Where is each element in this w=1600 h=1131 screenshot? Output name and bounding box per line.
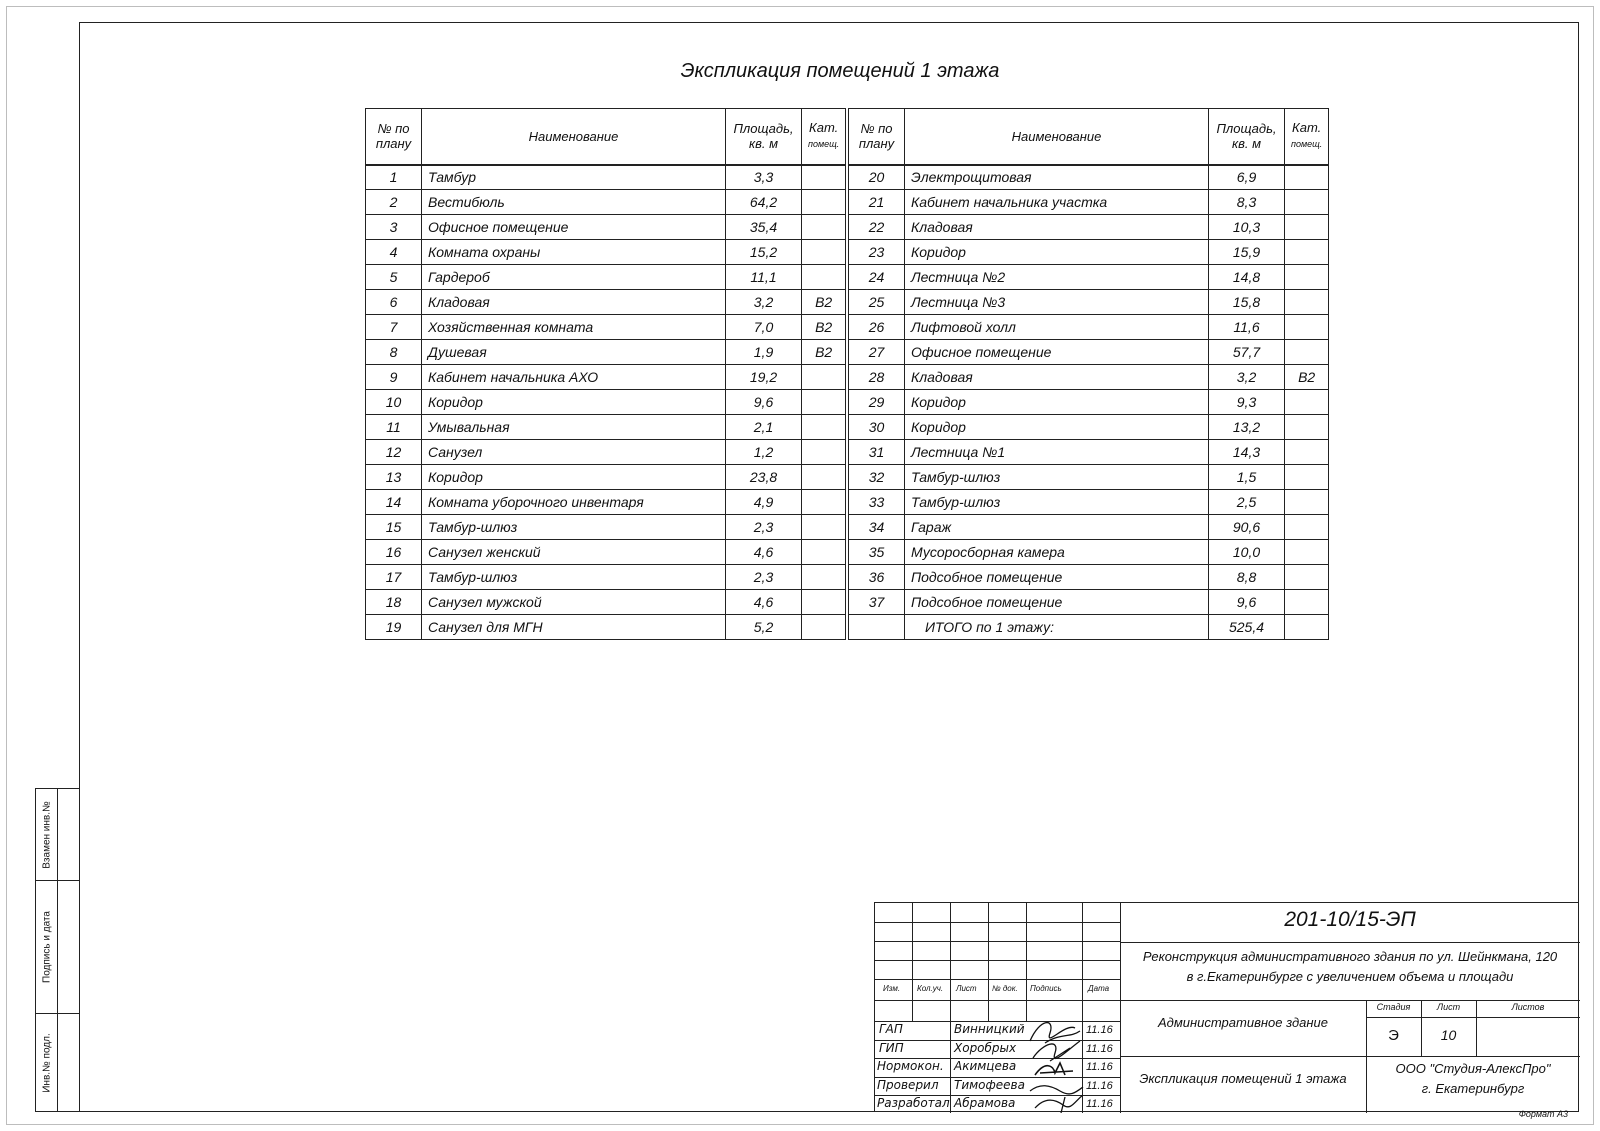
room-number: 1: [366, 165, 422, 190]
room-category: [802, 365, 846, 390]
room-name: Кабинет начальника участка: [905, 190, 1209, 215]
table-row: [849, 390, 1329, 415]
room-area: 8,8: [1209, 565, 1285, 590]
room-number: 22: [849, 215, 905, 240]
table-row: [849, 340, 1329, 365]
room-category: [1285, 340, 1329, 365]
room-number: 27: [849, 340, 905, 365]
room-number: 2: [366, 190, 422, 215]
format-label: Формат А3: [1518, 1109, 1568, 1119]
name-proveril: Тимофеева: [954, 1078, 1025, 1092]
room-category: В2: [1285, 365, 1329, 390]
room-category: [1285, 565, 1329, 590]
room-number: 34: [849, 515, 905, 540]
room-category: В2: [802, 315, 846, 340]
header-cat: Кат. помещ.: [802, 109, 846, 165]
col-header-data: Дата: [1088, 984, 1110, 993]
header-num: № по плану: [366, 109, 422, 165]
room-area: 11,6: [1209, 315, 1285, 340]
room-number: 23: [849, 240, 905, 265]
side-stamp-podpis: Подпись и дата: [35, 880, 79, 1014]
room-category: [1285, 265, 1329, 290]
room-number: 21: [849, 190, 905, 215]
room-number: 35: [849, 540, 905, 565]
room-name: Комната уборочного инвентаря: [422, 490, 726, 515]
table-row: [366, 265, 846, 290]
room-area: 35,4: [726, 215, 802, 240]
header-name: Наименование: [905, 109, 1209, 165]
room-number: 31: [849, 440, 905, 465]
table-row: [366, 340, 846, 365]
explication-table-left: [365, 108, 846, 640]
room-area: 19,2: [726, 365, 802, 390]
side-stamp-vzamen: Взамен инв.№: [35, 788, 79, 881]
room-name: Мусоросборная камера: [905, 540, 1209, 565]
room-name: Комната охраны: [422, 240, 726, 265]
page-title: Экспликация помещений 1 этажа: [680, 60, 1000, 82]
room-category: [1285, 315, 1329, 340]
room-area: 11,1: [726, 265, 802, 290]
room-category: [1285, 590, 1329, 615]
table-row: [366, 515, 846, 540]
room-area: 13,2: [1209, 415, 1285, 440]
organization-city: г. Екатеринбург: [1421, 1081, 1525, 1096]
room-name: Санузел мужской: [422, 590, 726, 615]
room-name: Кладовая: [905, 215, 1209, 240]
room-area: 1,2: [726, 440, 802, 465]
room-area: 8,3: [1209, 190, 1285, 215]
room-area: 1,5: [1209, 465, 1285, 490]
name-normokon: Акимцева: [954, 1059, 1017, 1073]
explication-table-right: [848, 108, 1329, 640]
room-number: 30: [849, 415, 905, 440]
table-row: [849, 415, 1329, 440]
header-area: Площадь, кв. м: [1209, 109, 1285, 165]
room-number: 15: [366, 515, 422, 540]
room-category: [802, 615, 846, 640]
room-number: 20: [849, 165, 905, 190]
room-category: [802, 465, 846, 490]
room-name: Электрощитовая: [905, 165, 1209, 190]
room-category: [802, 590, 846, 615]
room-number: 16: [366, 540, 422, 565]
name-razrabotal: Абрамова: [954, 1096, 1016, 1110]
col-header-list: Лист: [956, 984, 977, 993]
table-row: [366, 290, 846, 315]
room-category: [1285, 465, 1329, 490]
room-number: 7: [366, 315, 422, 340]
role-gap: ГАП: [879, 1022, 903, 1036]
table-row: [849, 540, 1329, 565]
room-name: Вестибюль: [422, 190, 726, 215]
table-row: [849, 465, 1329, 490]
room-number: 29: [849, 390, 905, 415]
header-cat: Кат. помещ.: [1285, 109, 1329, 165]
room-name: Лестница №2: [905, 265, 1209, 290]
room-name: Хозяйственная комната: [422, 315, 726, 340]
date-normokon: 11.16: [1086, 1061, 1113, 1073]
room-category: [802, 390, 846, 415]
room-name: Гардероб: [422, 265, 726, 290]
room-number: 6: [366, 290, 422, 315]
table-row: [366, 490, 846, 515]
table-row: [849, 365, 1329, 390]
room-category: [1285, 390, 1329, 415]
room-area: 2,1: [726, 415, 802, 440]
table-row: [366, 190, 846, 215]
room-number: 14: [366, 490, 422, 515]
table-row: [366, 240, 846, 265]
room-category: [802, 565, 846, 590]
room-category: [1285, 190, 1329, 215]
room-area: 3,3: [726, 165, 802, 190]
room-area: 23,8: [726, 465, 802, 490]
room-name: Лифтовой холл: [905, 315, 1209, 340]
room-number: 5: [366, 265, 422, 290]
room-name: Офисное помещение: [905, 340, 1209, 365]
table-row: [366, 540, 846, 565]
date-gap: 11.16: [1086, 1024, 1113, 1036]
stage-value: Э: [1388, 1027, 1399, 1044]
room-area: 9,3: [1209, 390, 1285, 415]
room-name: Гараж: [905, 515, 1209, 540]
room-number: 13: [366, 465, 422, 490]
table-row: [366, 165, 846, 190]
sheet-value: 10: [1440, 1027, 1457, 1043]
room-name: Кладовая: [422, 290, 726, 315]
room-name: Подсобное помещение: [905, 590, 1209, 615]
role-proveril: Проверил: [877, 1078, 939, 1092]
room-area: 5,2: [726, 615, 802, 640]
table-row: [849, 265, 1329, 290]
organization: ООО "Студия-АлексПро": [1395, 1061, 1551, 1076]
table-row: [366, 315, 846, 340]
date-proveril: 11.16: [1086, 1080, 1113, 1092]
room-area: 1,9: [726, 340, 802, 365]
table-row: [849, 515, 1329, 540]
room-category: [802, 540, 846, 565]
room-area: 9,6: [1209, 590, 1285, 615]
table-row: [366, 590, 846, 615]
room-category: [1285, 540, 1329, 565]
total-row: [849, 615, 1329, 640]
room-category: В2: [802, 290, 846, 315]
building-name: Административное здание: [1157, 1015, 1329, 1030]
table-row: [849, 290, 1329, 315]
project-line-1: Реконструкция административного здания по ул. Шейнкмана, 120: [1142, 949, 1558, 964]
table-row: [849, 315, 1329, 340]
room-area: 2,3: [726, 515, 802, 540]
room-name: Коридор: [905, 240, 1209, 265]
room-category: [802, 415, 846, 440]
sheet-title: Экспликация помещений 1 этажа: [1139, 1071, 1347, 1086]
room-name: Тамбур-шлюз: [422, 565, 726, 590]
room-area: 14,8: [1209, 265, 1285, 290]
room-number: 12: [366, 440, 422, 465]
col-header-kolvo: Кол.уч.: [917, 984, 944, 993]
table-row: [849, 490, 1329, 515]
room-name: Кладовая: [905, 365, 1209, 390]
role-gip: ГИП: [879, 1041, 904, 1055]
room-name: Тамбур-шлюз: [905, 465, 1209, 490]
room-number: 9: [366, 365, 422, 390]
room-number: 4: [366, 240, 422, 265]
room-name: Умывальная: [422, 415, 726, 440]
title-block: [874, 902, 1579, 1112]
room-area: 9,6: [726, 390, 802, 415]
room-name: Офисное помещение: [422, 215, 726, 240]
room-category: В2: [802, 340, 846, 365]
room-category: [1285, 440, 1329, 465]
room-name: Санузел: [422, 440, 726, 465]
total-area: 525,4: [1209, 615, 1285, 640]
room-area: 10,3: [1209, 215, 1285, 240]
room-name: Санузел женский: [422, 540, 726, 565]
room-name: Коридор: [422, 465, 726, 490]
room-category: [802, 515, 846, 540]
room-number: 17: [366, 565, 422, 590]
room-number: 11: [366, 415, 422, 440]
room-category: [802, 190, 846, 215]
room-area: 4,6: [726, 590, 802, 615]
header-area: Площадь, кв. м: [726, 109, 802, 165]
room-category: [802, 490, 846, 515]
table-row: [849, 240, 1329, 265]
table-row: [849, 215, 1329, 240]
sheet-label: Лист: [1436, 1002, 1461, 1012]
room-name: Подсобное помещение: [905, 565, 1209, 590]
room-category: [802, 440, 846, 465]
table-row: [849, 190, 1329, 215]
room-number: 26: [849, 315, 905, 340]
role-razrabotal: Разработал: [877, 1096, 950, 1110]
room-area: 90,6: [1209, 515, 1285, 540]
room-area: 15,8: [1209, 290, 1285, 315]
room-number: 24: [849, 265, 905, 290]
room-name: Лестница №3: [905, 290, 1209, 315]
room-name: Тамбур-шлюз: [905, 490, 1209, 515]
table-row: [366, 215, 846, 240]
room-name: Коридор: [422, 390, 726, 415]
table-row: [849, 165, 1329, 190]
sheets-label: Листов: [1511, 1002, 1545, 1012]
room-number: 10: [366, 390, 422, 415]
room-name: Коридор: [905, 390, 1209, 415]
room-area: 3,2: [1209, 365, 1285, 390]
table-row: [849, 565, 1329, 590]
room-area: 4,9: [726, 490, 802, 515]
table-row: [366, 440, 846, 465]
document-code: 201-10/15-ЭП: [1284, 908, 1416, 931]
room-number: 8: [366, 340, 422, 365]
room-category: [802, 240, 846, 265]
room-number: 25: [849, 290, 905, 315]
col-header-izm: Изм.: [883, 984, 901, 993]
table-row: [366, 415, 846, 440]
room-area: 64,2: [726, 190, 802, 215]
room-area: 3,2: [726, 290, 802, 315]
project-line-2: в г.Екатеринбурге с увеличением объема и площади: [1186, 969, 1514, 984]
room-category: [1285, 215, 1329, 240]
table-row: [849, 590, 1329, 615]
room-name: Кабинет начальника АХО: [422, 365, 726, 390]
room-area: 15,2: [726, 240, 802, 265]
room-number: 18: [366, 590, 422, 615]
room-name: Санузел для МГН: [422, 615, 726, 640]
table-row: [849, 440, 1329, 465]
room-area: 4,6: [726, 540, 802, 565]
room-category: [1285, 415, 1329, 440]
side-stamp-inv: Инв.№ подл.: [35, 1013, 79, 1112]
room-area: 14,3: [1209, 440, 1285, 465]
room-category: [802, 265, 846, 290]
table-row: [366, 565, 846, 590]
date-razrabotal: 11.16: [1086, 1098, 1113, 1110]
table-row: [366, 365, 846, 390]
room-name: Лестница №1: [905, 440, 1209, 465]
total-label: ИТОГО по 1 этажу:: [905, 615, 1209, 640]
name-gap: Винницкий: [954, 1022, 1025, 1036]
room-name: Коридор: [905, 415, 1209, 440]
room-category: [802, 165, 846, 190]
stage-label: Стадия: [1376, 1002, 1411, 1012]
room-number: 36: [849, 565, 905, 590]
room-area: 2,3: [726, 565, 802, 590]
room-category: [1285, 490, 1329, 515]
room-category: [1285, 515, 1329, 540]
room-category: [1285, 165, 1329, 190]
table-row: [366, 615, 846, 640]
room-name: Тамбур-шлюз: [422, 515, 726, 540]
room-area: 6,9: [1209, 165, 1285, 190]
room-area: 7,0: [726, 315, 802, 340]
room-area: 57,7: [1209, 340, 1285, 365]
room-number: 32: [849, 465, 905, 490]
room-number: 37: [849, 590, 905, 615]
room-area: 10,0: [1209, 540, 1285, 565]
room-category: [1285, 240, 1329, 265]
date-gip: 11.16: [1086, 1043, 1113, 1055]
table-row: [366, 465, 846, 490]
room-number: 19: [366, 615, 422, 640]
room-number: 33: [849, 490, 905, 515]
room-area: 15,9: [1209, 240, 1285, 265]
room-name: Душевая: [422, 340, 726, 365]
room-area: 2,5: [1209, 490, 1285, 515]
room-number: 3: [366, 215, 422, 240]
header-name: Наименование: [422, 109, 726, 165]
col-header-doc: № док.: [992, 984, 1018, 993]
room-name: Тамбур: [422, 165, 726, 190]
room-category: [802, 215, 846, 240]
col-header-podpis: Подпись: [1030, 984, 1062, 993]
role-normokon: Нормокон.: [877, 1059, 944, 1073]
room-category: [1285, 290, 1329, 315]
signatures-graphic: [1025, 1013, 1087, 1113]
header-num: № по плану: [849, 109, 905, 165]
room-number: 28: [849, 365, 905, 390]
table-row: [366, 390, 846, 415]
name-gip: Хоробрых: [954, 1041, 1017, 1055]
